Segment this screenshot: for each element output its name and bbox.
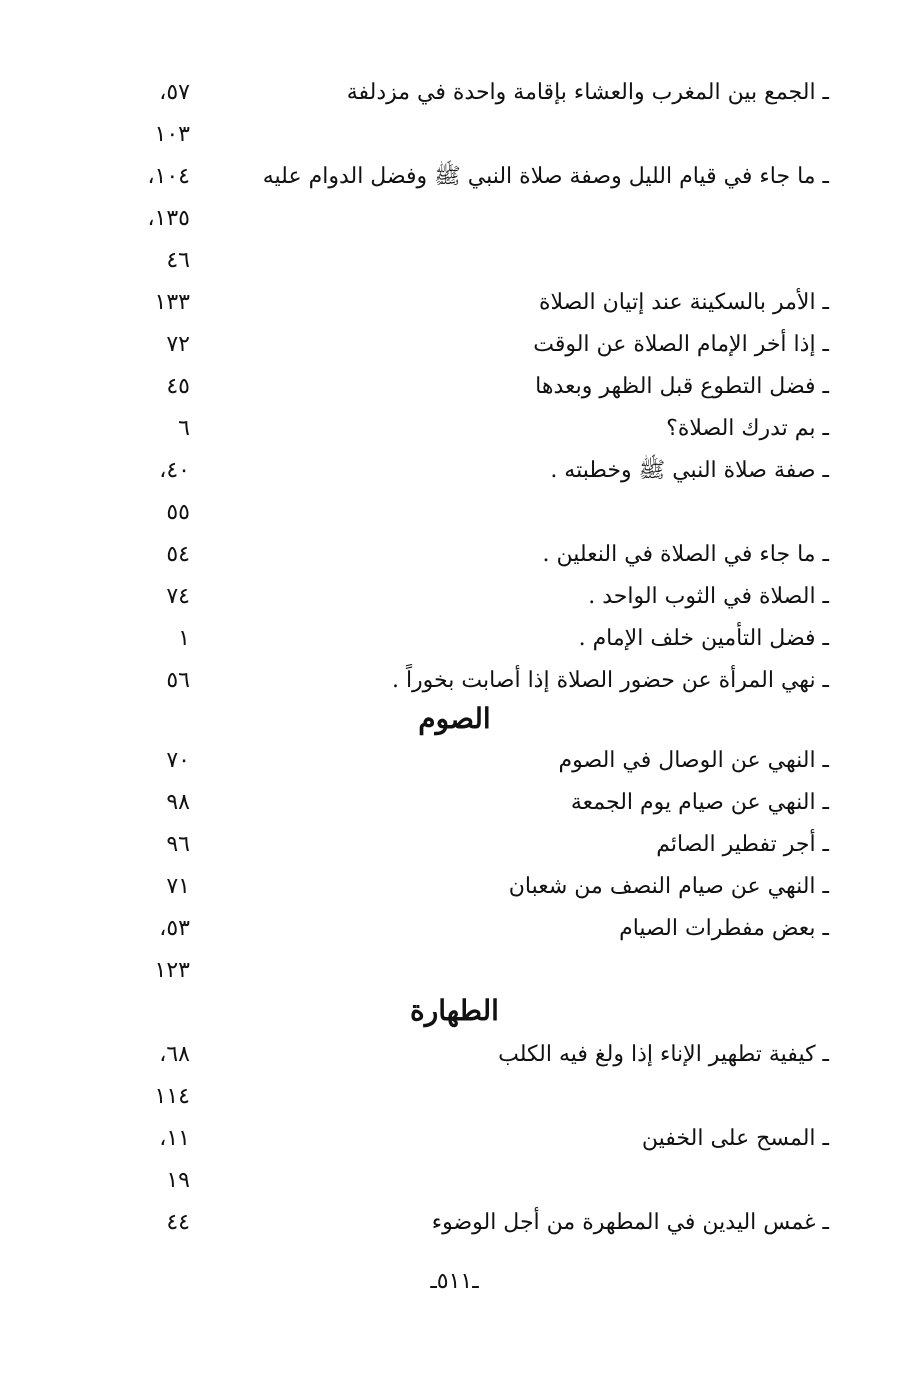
entry-title: ـ كيفية تطهير الإناء إذا ولغ فيه الكلب bbox=[498, 1042, 829, 1067]
entry-page-number: ١٠٤، bbox=[147, 164, 190, 189]
entry-title: ـ غمس اليدين في المطهرة من أجل الوضوء bbox=[431, 1210, 829, 1235]
index-entry bbox=[0, 1076, 909, 1118]
entry-page-number: ١٠٣ bbox=[154, 122, 190, 147]
entry-page-number: ٧٢ bbox=[166, 332, 190, 357]
entry-page-number: ٦ bbox=[178, 416, 190, 441]
entry-title: ـ المسح على الخفين bbox=[641, 1126, 829, 1151]
index-entry bbox=[0, 366, 909, 408]
index-entry bbox=[0, 576, 909, 618]
index-entry bbox=[0, 450, 909, 492]
entry-page-number: ١ bbox=[178, 626, 190, 651]
index-entry bbox=[0, 866, 909, 908]
entry-page-number: ١٢٣ bbox=[154, 958, 190, 983]
entry-page-number: ١١٤ bbox=[154, 1084, 190, 1109]
entry-title: ـ الصلاة في الثوب الواحد . bbox=[588, 584, 829, 609]
entry-page-number: ١٣٥، bbox=[147, 206, 190, 231]
entry-title: ـ النهي عن صيام النصف من شعبان bbox=[508, 874, 829, 899]
index-entry bbox=[0, 740, 909, 782]
entry-title: ـ فضل التطوع قبل الظهر وبعدها bbox=[535, 374, 829, 399]
entry-page-number: ٥٦ bbox=[166, 668, 190, 693]
entry-page-number: ٤٠، bbox=[159, 458, 190, 483]
index-entry bbox=[0, 492, 909, 534]
index-entry bbox=[0, 782, 909, 824]
entry-page-number: ٥٥ bbox=[166, 500, 190, 525]
index-entry bbox=[0, 534, 909, 576]
entry-page-number: ٥٣، bbox=[159, 916, 190, 941]
index-entry bbox=[0, 282, 909, 324]
index-entry bbox=[0, 1160, 909, 1202]
index-entry bbox=[0, 660, 909, 702]
entry-page-number: ٩٨ bbox=[166, 790, 190, 815]
index-entry bbox=[0, 324, 909, 366]
index-entry bbox=[0, 950, 909, 992]
entry-page-number: ١١، bbox=[159, 1126, 190, 1151]
entry-page-number: ٤٤ bbox=[166, 1210, 190, 1235]
entry-page-number: ٧٤ bbox=[166, 584, 190, 609]
entry-title: ـ النهي عن الوصال في الصوم bbox=[558, 748, 829, 773]
index-entry bbox=[0, 1202, 909, 1244]
index-entry bbox=[0, 1034, 909, 1076]
entry-title: ـ أجر تفطير الصائم bbox=[656, 832, 829, 857]
entry-page-number: ٦٨، bbox=[159, 1042, 190, 1067]
entry-title: ـ الجمع بين المغرب والعشاء بإقامة واحدة في مزدلفة bbox=[346, 80, 829, 105]
entry-title: ـ صفة صلاة النبي ﷺ وخطبته . bbox=[550, 458, 829, 483]
entry-page-number: ٩٦ bbox=[166, 832, 190, 857]
index-entry bbox=[0, 240, 909, 282]
entry-title: ـ الأمر بالسكينة عند إتيان الصلاة bbox=[539, 290, 829, 315]
entry-title: ـ إذا أخر الإمام الصلاة عن الوقت bbox=[533, 332, 829, 357]
entry-page-number: ٥٧، bbox=[159, 80, 190, 105]
section-heading-purification: الطهارة bbox=[410, 994, 499, 1027]
index-entry bbox=[0, 198, 909, 240]
entry-page-number: ١٩ bbox=[166, 1168, 190, 1193]
entry-page-number: ٤٥ bbox=[166, 374, 190, 399]
entry-title: ـ فضل التأمين خلف الإمام . bbox=[578, 626, 829, 651]
entry-page-number: ١٣٣ bbox=[154, 290, 190, 315]
entry-page-number: ٧٠ bbox=[166, 748, 190, 773]
index-entry bbox=[0, 72, 909, 114]
index-entry bbox=[0, 908, 909, 950]
entry-title: ـ ما جاء في الصلاة في النعلين . bbox=[542, 542, 829, 567]
entry-title: ـ بعض مفطرات الصيام bbox=[619, 916, 829, 941]
index-entry bbox=[0, 114, 909, 156]
entry-page-number: ٤٦ bbox=[166, 248, 190, 273]
index-entry bbox=[0, 1118, 909, 1160]
index-entry bbox=[0, 618, 909, 660]
entry-page-number: ٧١ bbox=[166, 874, 190, 899]
section-heading-fasting: الصوم bbox=[418, 702, 491, 735]
index-entry bbox=[0, 156, 909, 198]
index-entry bbox=[0, 408, 909, 450]
entry-page-number: ٥٤ bbox=[166, 542, 190, 567]
entry-title: ـ النهي عن صيام يوم الجمعة bbox=[570, 790, 829, 815]
entry-title: ـ نهي المرأة عن حضور الصلاة إذا أصابت بخوراً . bbox=[391, 668, 829, 693]
entry-title: ـ ما جاء في قيام الليل وصفة صلاة النبي ﷺ وفضل الدوام عليه bbox=[262, 164, 829, 189]
index-entry bbox=[0, 824, 909, 866]
entry-title: ـ بم تدرك الصلاة؟ bbox=[666, 416, 829, 441]
page-number-footer: ـ٥١١ـ bbox=[430, 1269, 479, 1294]
